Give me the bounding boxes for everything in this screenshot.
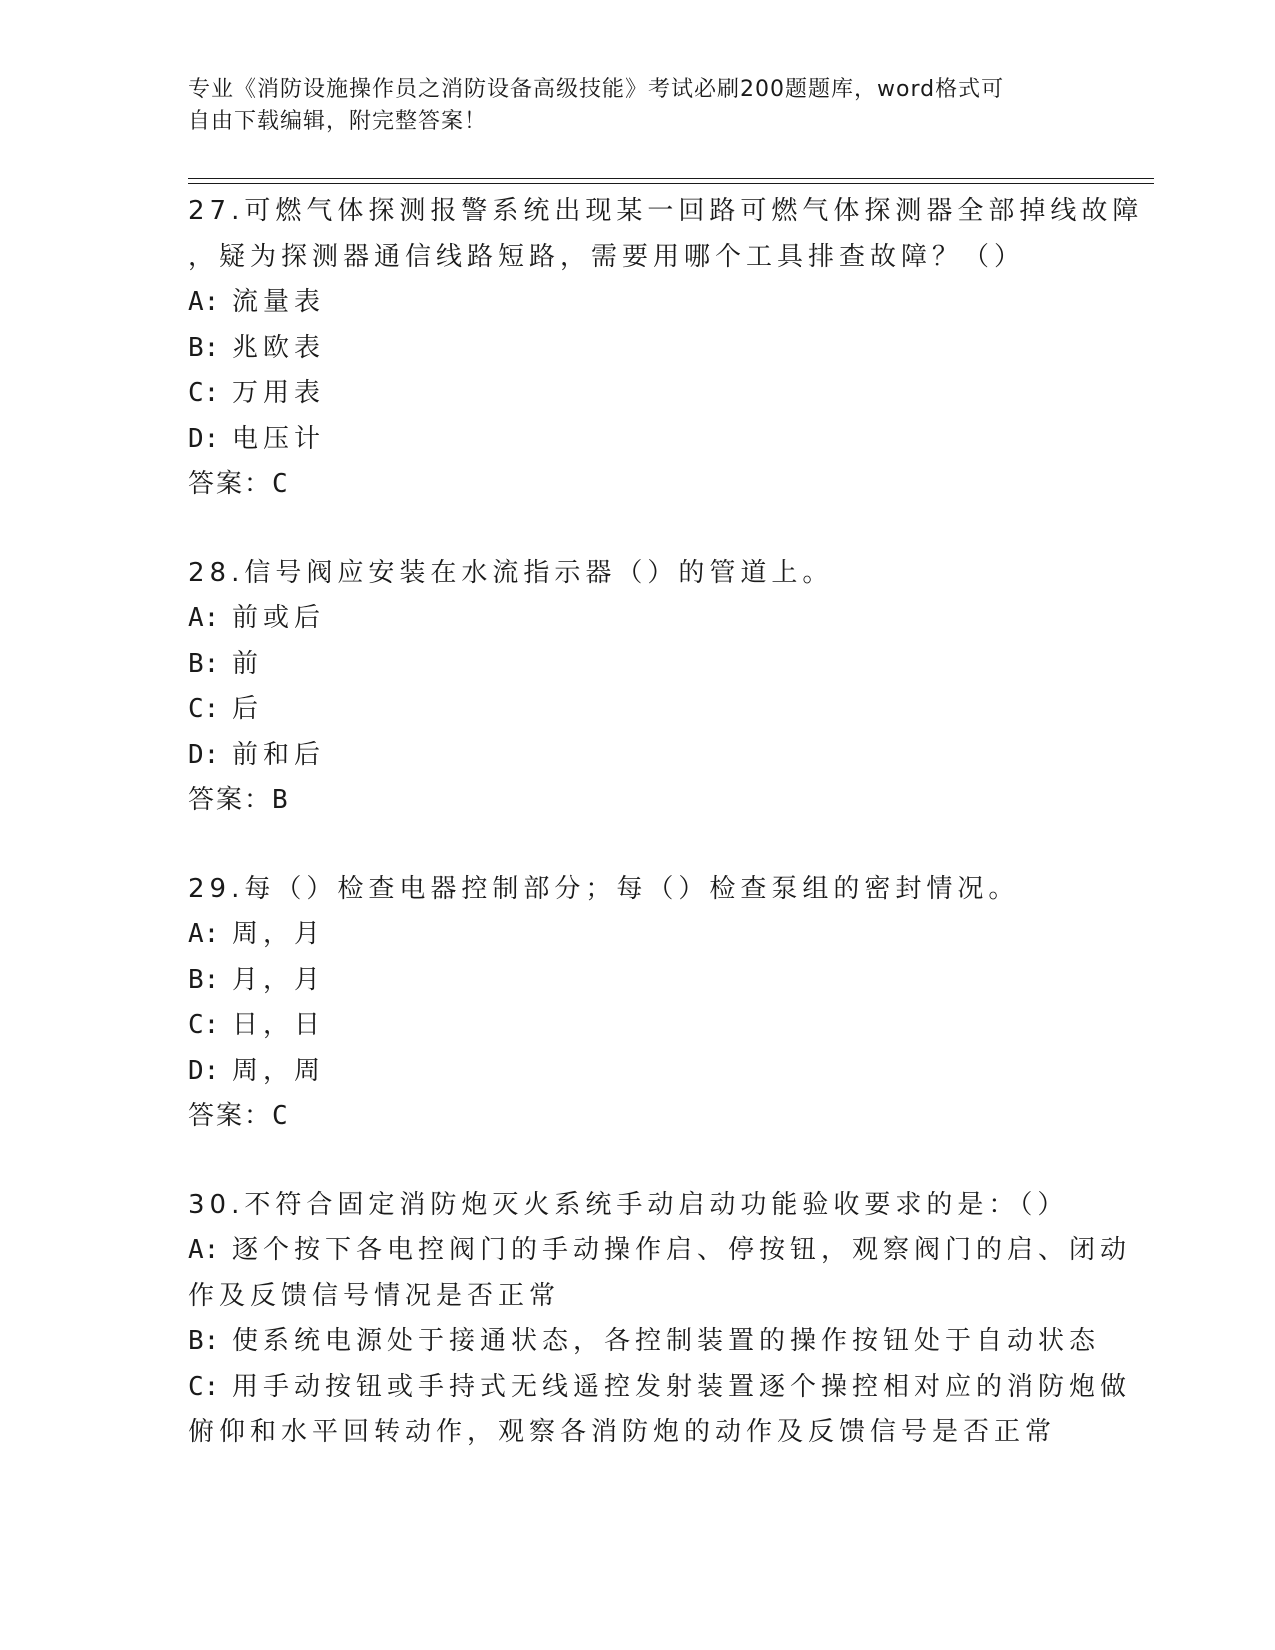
header-line-1: 专业《消防设施操作员之消防设备高级技能》考试必刷200题题库，word格式可: [188, 77, 1005, 102]
option-a: [188, 912, 1088, 958]
question-stem-line: 30.不符合固定消防炮灭火系统手动启动功能验收要求的是：（）: [188, 1189, 1069, 1220]
question-stem-line: 27.可燃气体探测报警系统出现某一回路可燃气体探测器全部掉线故障: [188, 196, 1144, 226]
answer-value: C: [272, 469, 288, 499]
option-a-continuation: 作及反馈信号情况是否正常: [188, 1280, 561, 1311]
answer-label: 答案：: [188, 785, 273, 815]
option-b: [188, 958, 1088, 1004]
answer-line: [188, 462, 1088, 508]
option-letter: C:: [188, 694, 220, 724]
option-text: 兆欧表: [232, 332, 326, 363]
option-letter: B:: [188, 1326, 220, 1356]
option-d: [188, 417, 1088, 463]
option-a: [188, 596, 1088, 642]
option-text: 前或后: [232, 603, 326, 633]
option-c-continuation: 俯仰和水平回转动作，观察各消防炮的动作及反馈信号是否正常: [188, 1417, 1057, 1447]
document-header: [188, 74, 1068, 138]
option-letter: A:: [188, 603, 220, 633]
option-text: 逐个按下各电控阀门的手动操作启、停按钮，观察阀门的启、闭动: [232, 1235, 1132, 1265]
option-text: 前和后: [232, 739, 326, 770]
option-d: [188, 1049, 1088, 1095]
option-letter: C:: [188, 378, 220, 408]
option-c: [188, 371, 1088, 417]
option-letter: B:: [188, 648, 220, 679]
option-letter: A:: [188, 287, 220, 317]
answer-line: [188, 778, 1088, 824]
answer-label: 答案：: [188, 469, 273, 499]
answer-label: 答案：: [188, 1101, 273, 1131]
question-stem-line: ，疑为探测器通信线路短路，需要用哪个工具排查故障？（）: [188, 241, 1026, 272]
option-text: 日，日: [232, 1010, 326, 1040]
question-stem-line: 29.每（）检查电器控制部分；每（）检查泵组的密封情况。: [188, 873, 1020, 904]
question-list: [188, 189, 1144, 1499]
option-c: [188, 687, 1088, 733]
answer-value: B: [272, 785, 288, 815]
option-text: 使系统电源处于接通状态，各控制装置的操作按钮处于自动状态: [232, 1326, 1101, 1356]
option-text: 周，周: [232, 1055, 326, 1086]
option-letter: C:: [188, 1010, 220, 1040]
option-letter: A:: [188, 919, 220, 949]
answer-value: C: [272, 1101, 288, 1131]
header-divider-bottom: [188, 183, 1154, 184]
option-letter: D:: [188, 739, 220, 770]
option-letter: D:: [188, 1055, 220, 1086]
question-stem-line: 28.信号阀应安装在水流指示器（）的管道上。: [188, 557, 834, 588]
option-b: [188, 642, 1088, 688]
option-text: 流量表: [232, 287, 326, 317]
option-text: 前: [232, 648, 264, 679]
option-letter: C:: [188, 1371, 220, 1402]
option-letter: B:: [188, 964, 220, 995]
option-text: 周，月: [232, 919, 326, 949]
option-letter: A:: [188, 1235, 220, 1265]
option-a: [188, 1228, 1132, 1274]
header-divider-top: [188, 178, 1154, 179]
question-27: [188, 189, 1144, 508]
option-text: 用手动按钮或手持式无线遥控发射装置逐个操控相对应的消防炮做: [232, 1371, 1132, 1402]
answer-line: [188, 1094, 1088, 1140]
option-d: [188, 733, 1088, 779]
option-text: 万用表: [232, 378, 326, 408]
option-c: [188, 1365, 1132, 1411]
option-a: [188, 280, 1088, 326]
question-28: [188, 551, 1088, 824]
option-c: [188, 1003, 1088, 1049]
header-line-2: 自由下载编辑，附完整答案！: [188, 109, 488, 134]
question-30: [188, 1183, 1132, 1456]
option-text: 后: [232, 694, 264, 724]
option-text: 月，月: [232, 964, 326, 995]
question-29: [188, 867, 1088, 1140]
option-text: 电压计: [232, 423, 326, 454]
option-b: [188, 326, 1088, 372]
option-letter: D:: [188, 423, 220, 454]
option-b: [188, 1319, 1101, 1365]
option-letter: B:: [188, 332, 220, 363]
